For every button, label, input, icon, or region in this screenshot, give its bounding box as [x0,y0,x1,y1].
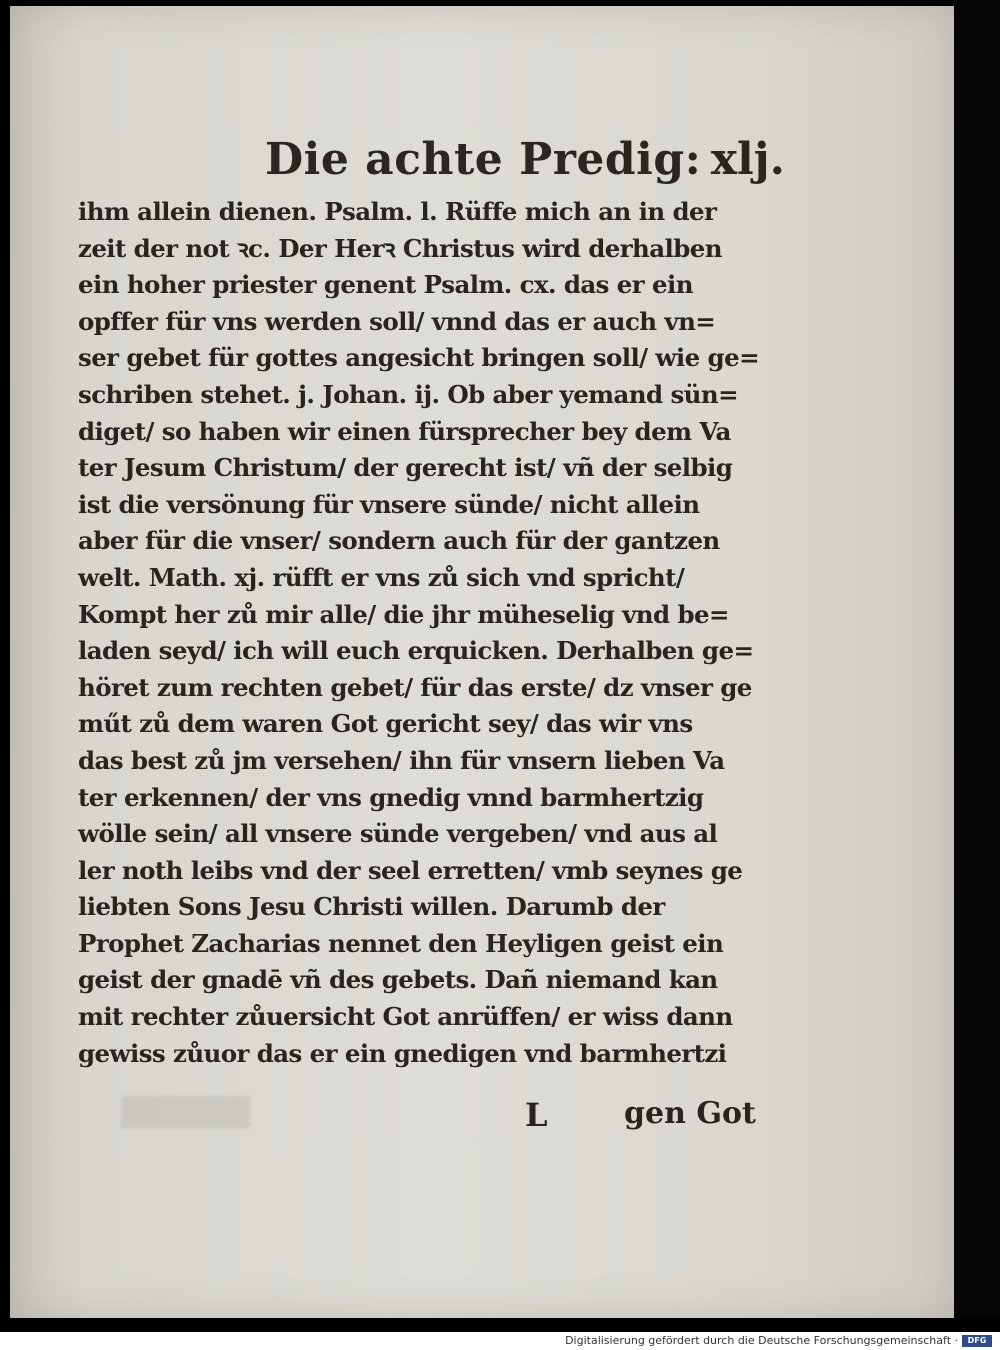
dfg-logo: DFG [962,1335,992,1347]
text-line: geist der gnadē vñ des gebets. Dañ niemand kan [78,965,718,995]
text-line: welt. Math. xj. rüfft er vns zů sich vnd spricht/ [78,562,685,592]
funding-credit: Digitalisierung gefördert durch die Deutsche Forschungsgemeinschaft · [565,1334,958,1347]
text-line: ihm allein dienen. Psalm. l. Rüffe mich an in der [78,197,717,226]
catchword: gen Got [624,1096,756,1131]
text-line: ter Jesum Christum/ der gerecht ist/ vñ der selbig [78,453,733,483]
body-text [78,194,778,1072]
text-line: ist die versönung für vnsere sünde/ nicht allein [78,489,700,519]
book-page [10,6,954,1318]
text-line: laden seyd/ ich will euch erquicken. Derhalben ge= [78,636,754,666]
text-line: zeit der not ꝛc. Der Herꝛ Christus wird derhalben [78,233,722,263]
text-line: schriben stehet. j. Johan. ij. Ob aber yemand sün= [78,379,738,409]
page-header [265,134,785,194]
folio-number: xlj. [710,134,785,185]
text-line: diget/ so haben wir einen fürsprecher bey dem Va [78,416,731,446]
text-line: Kompt her zů mir alle/ die jhr müheselig vnd be= [78,599,729,629]
page-edge-shadow [954,0,1000,1318]
text-line: ein hoher priester genent Psalm. cx. das er ein [78,270,693,300]
text-line: höret zum rechten gebet/ für das erste/ dz vnser ge [78,672,752,702]
footer-bar [0,1332,1000,1350]
text-line: gewiss zůuor das er ein gnedigen vnd barmhertzi [78,1038,727,1068]
text-line: mit rechter zůuersicht Got anrüffen/ er wiss dann [78,1002,733,1032]
text-line: ter erkennen/ der vns gnedig vnnd barmhertzig [78,782,704,812]
signature-mark: L [525,1096,548,1134]
text-line: aber für die vnser/ sondern auch für der gantzen [78,526,720,556]
text-line: opffer für vns werden soll/ vnnd das er auch vn= [78,306,716,336]
text-line: wölle sein/ all vnsere sünde vergeben/ vnd aus al [78,819,718,849]
running-title: Die achte Predig: [265,134,702,185]
text-line: liebten Sons Jesu Christi willen. Darumb der [78,892,665,922]
text-line: ser gebet für gottes angesicht bringen soll/ wie ge= [78,343,759,373]
text-line: das best zů jm versehen/ ihn für vnsern lieben Va [78,745,725,775]
text-line: ler noth leibs vnd der seel erretten/ vmb seynes ge [78,855,743,885]
text-line: Prophet Zacharias nennet den Heyligen geist ein [78,928,724,958]
bleed-through-ghost: ▒▒▒▒▒▒ [120,1096,250,1129]
text-line: műt zů dem waren Got gericht sey/ das wir vns [78,709,693,739]
